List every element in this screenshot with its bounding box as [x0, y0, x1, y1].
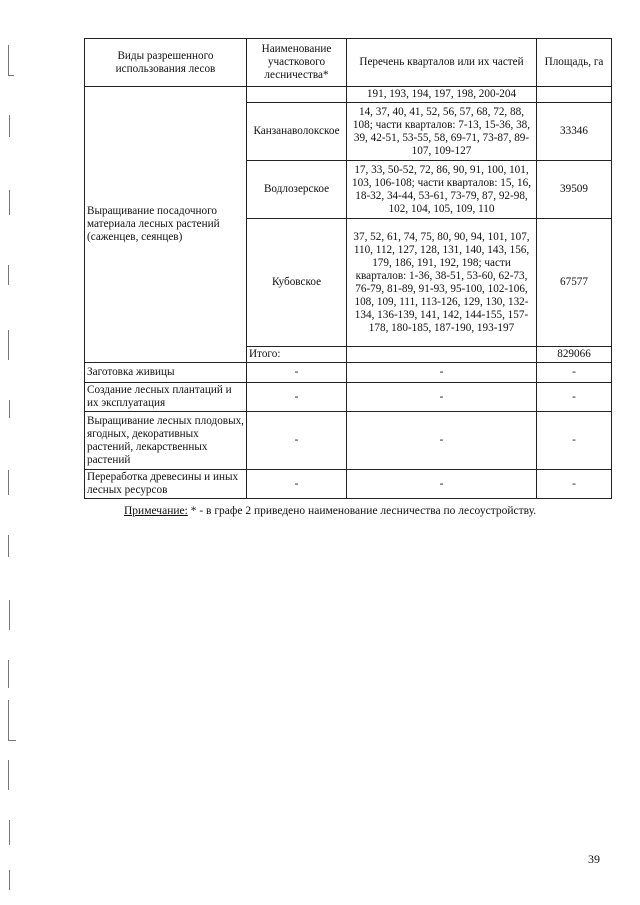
forestry-cell: Канзанаволокское — [247, 103, 347, 161]
quarters-cell: - — [347, 470, 537, 499]
table-row — [85, 412, 612, 470]
area-cell: 67577 — [537, 219, 612, 347]
forestry-cell: Водлозерское — [247, 161, 347, 219]
footnote — [124, 505, 604, 517]
quarters-cell: - — [347, 412, 537, 470]
area-cell: - — [537, 470, 612, 499]
use-type-cell: Переработка древесины и иных лесных ресурсов — [85, 470, 247, 499]
total-quarters-cell — [347, 347, 537, 363]
footnote-text: * - в графе 2 приведено наименование лесничества по лесоустройству. — [187, 505, 537, 517]
quarters-cell: 14, 37, 40, 41, 52, 56, 57, 68, 72, 88, 108; части кварталов: 7-13, 15-36, 38, 39, 42-51, 53-55, 58, 69-71, 73-87, 89-107, 109-127 — [347, 103, 537, 161]
area-cell: - — [537, 412, 612, 470]
area-cell: 39509 — [537, 161, 612, 219]
total-area: 829066 — [537, 347, 612, 363]
forestry-cell: - — [247, 383, 347, 412]
forestry-cell: - — [247, 470, 347, 499]
quarters-cell: - — [347, 383, 537, 412]
quarters-cell-continued: 191, 193, 194, 197, 198, 200-204 — [347, 87, 537, 103]
total-label: Итого: — [247, 347, 347, 363]
use-type-cell: Выращивание лесных плодовых, ягодных, декоративных растений, лекарственных растений — [85, 412, 247, 470]
table-row — [85, 470, 612, 499]
quarters-cell: 17, 33, 50-52, 72, 86, 90, 91, 100, 101, 103, 106-108; части кварталов: 15, 16, 18-32, 34-44, 53-61, 73-79, 87, 92-98, 102, 104, 105, 109, 110 — [347, 161, 537, 219]
table-row — [85, 363, 612, 383]
use-type-text: Выращивание посадочного материала лесных растений (саженцев, сеянцев) — [87, 205, 220, 243]
forest-use-table — [84, 38, 612, 499]
table-row — [85, 87, 612, 103]
forestry-cell: - — [247, 412, 347, 470]
header-forestry: Наименование участкового лесничества* — [247, 39, 347, 87]
forestry-cell: - — [247, 363, 347, 383]
header-use-type: Виды разрешенного использования лесов — [85, 39, 247, 87]
use-type-cell: Создание лесных плантаций и их эксплуатация — [85, 383, 247, 412]
quarters-cell: 37, 52, 61, 74, 75, 80, 90, 94, 101, 107, 110, 112, 127, 128, 131, 140, 143, 156, 179, 186, 191, 192, 198; части кварталов: 1-36, 38-51, 53-60, 62-73, 76-79, 81-89, 91-93, 95-100, 102-106, 108, 109, 111, 113-126, 129, 130, 132-134, 136-139, 141, 142, 144-155, 157-178, 180-185, 187-190, 193-197 — [347, 219, 537, 347]
forestry-cell-continued — [247, 87, 347, 103]
area-cell: - — [537, 363, 612, 383]
header-area: Площадь, га — [537, 39, 612, 87]
table-row — [85, 383, 612, 412]
header-quarters: Перечень кварталов или их частей — [347, 39, 537, 87]
area-cell: 33346 — [537, 103, 612, 161]
forestry-cell: Кубовское — [247, 219, 347, 347]
page-number: 39 — [588, 852, 600, 866]
area-cell-continued — [537, 87, 612, 103]
table-header-row — [85, 39, 612, 87]
quarters-cell: - — [347, 363, 537, 383]
scan-margin-artifacts — [0, 0, 40, 905]
footnote-label: Примечание: — [124, 505, 188, 517]
area-cell: - — [537, 383, 612, 412]
use-type-cell: Заготовка живицы — [85, 363, 247, 383]
use-type-cell — [85, 87, 247, 363]
